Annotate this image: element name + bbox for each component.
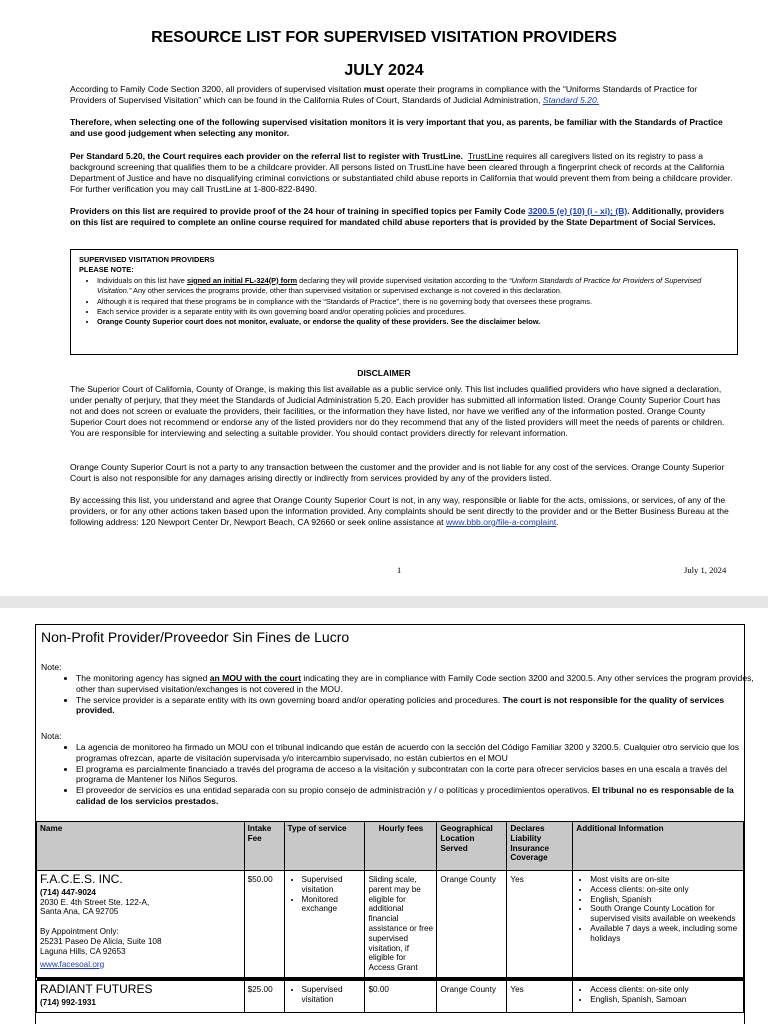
service-type-cell: [284, 871, 365, 978]
note-item: [76, 695, 756, 717]
col-additional-info: Additional Information: [573, 822, 744, 871]
provider-address: 25231 Paseo De Alicia, Suite 108: [40, 936, 162, 946]
fl-324-form-link: signed an initial FL-324(P) form: [186, 275, 298, 285]
intake-fee-cell: $25.00: [244, 980, 284, 1012]
intro-paragraph: [70, 84, 734, 106]
disclaimer-heading: DISCLAIMER: [357, 368, 411, 378]
box-item-text: Individuals on this list have: [97, 275, 187, 285]
nota-bold: El tribunal no es responsable de la calidad de los servicios prestados.: [76, 785, 734, 806]
provider-name: F.A.C.E.S. INC.: [40, 872, 123, 886]
col-liability-insurance: Declares Liability Insurance Coverage: [507, 822, 573, 871]
footer-date: July 1, 2024: [684, 565, 727, 575]
trustline-bold: Per Standard 5.20, the Court requires each provider on the referral list to register with TrustLine.: [70, 151, 464, 161]
intro-text-a: According to Family Code Section 3200, all providers of supervised visitation: [70, 84, 364, 94]
table-row: [37, 871, 744, 978]
col-type-of-service: Type of service: [284, 822, 365, 871]
page-number: 1: [397, 565, 402, 575]
training-text-a: Providers on this list are required to provide proof of the 24 hour of training in specified topics per Family Code: [70, 206, 528, 216]
trustline-paragraph: [70, 151, 734, 195]
note-bold: The court is not responsible for the quality of services provided.: [76, 694, 725, 716]
col-hourly-fees: Hourly fees: [365, 822, 437, 871]
bbb-complaint-link[interactable]: www.bbb.org/file-a-complaint: [445, 516, 557, 527]
info-item: • Access clients: on-site only: [590, 885, 740, 895]
provider-table: [36, 821, 744, 1013]
table-header-row: [37, 822, 744, 871]
liability-cell: Yes: [507, 871, 573, 978]
document-page-2: [0, 608, 768, 1024]
box-item: • Orange County Superior court does not monitor, evaluate, or endorse the quality of these providers. See the disclaimer below.: [97, 317, 729, 327]
col-name: Name: [37, 822, 245, 871]
intake-fee-cell: $50.00: [244, 871, 284, 978]
info-item: • South Orange County Location for supervised visits available on weekends: [590, 904, 740, 924]
col-geographical-location: Geographical Location Served: [437, 822, 507, 871]
intro-must: must: [363, 84, 385, 94]
section-title: Non-Profit Provider/Proveedor Sin Fines de Lucro: [41, 629, 350, 645]
spanish-notes: [56, 742, 756, 807]
disclaimer-paragraph-1: The Superior Court of California, County of Orange, is making this list available as a public service only. This list includes qualified providers who have signed a declaration, under penalty of perjury, that they meet the Standards of Judicial Administration 5.20. Each provider has submitted all information listed. Orange County Superior Court has not and does not screen or evaluate the providers, their facilities, or the information they have listed, nor have we verified any of the information posted. Orange County Superior Court does not recommend or endorse any of the listed providers nor do they recommend that any of the listed providers will meet the needs of parents or children. You are responsible for interviewing and selecting a suitable provider. You should contact providers directly for relevant information.: [70, 384, 725, 438]
nota-item: • La agencia de monitoreo ha firmado un MOU con el tribunal indicando que están de acuerdo con la sección del Código Familiar 3200 y 3200.5. Cualquier otro servicio que los programas ofrezcan, aparte de visitación supervisada y/o intercambio supervisado, no están cubiertos en el MOU: [76, 742, 756, 764]
info-item: • English, Spanish: [590, 895, 740, 905]
location-cell: Orange County: [437, 980, 507, 1012]
disclaimer-paragraph-2: Orange County Superior Court is not a party to any transaction between the customer and the provider and is not liable for any cost of the services. Orange County Superior Court is also not responsible for any damages arising directly or indirectly from services provided by any of the providers listed.: [70, 462, 725, 483]
info-list: [576, 985, 740, 1005]
disclaimer-text: By accessing this list, you understand and agree that Orange County Superior Court is not, in any way, responsible or liable for the acts, omissions, or services, of any of the providers, or for any other actions taken based upon the information provided. Any complaints should be sent directly to the provider and or the Better Business Bureau at the following address: 120 Newport Center Dr, Newport Beach, CA 92660 or seek online assistance at: [70, 495, 729, 527]
col-intake-fee: Intake Fee: [244, 822, 284, 871]
hourly-fees-cell: $0.00: [365, 980, 437, 1012]
info-item: • Access clients: on-site only: [590, 985, 740, 995]
service-type: • Monitored exchange: [302, 895, 362, 915]
nota-item: • El programa es parcialmente financiado a través del programa de acceso a la visitación y subcontratan con la corte para ofrecer servicios bases en una escala a través del programa de Mantener los Niños Seguros.: [76, 764, 756, 786]
location-cell: Orange County: [437, 871, 507, 978]
english-notes: [56, 673, 756, 716]
training-paragraph: [70, 206, 734, 228]
service-type: • Supervised visitation: [302, 985, 362, 1005]
training-text-b: . Additionally, providers on this list are required to complete an online course required for mandated child abuse reporters that is provided by the State Department of Social Services.: [70, 206, 725, 227]
standard-5-20-link[interactable]: Standard 5.20.: [542, 94, 600, 105]
additional-info-cell: [573, 980, 744, 1012]
box-item-italic: “Uniform Standards of Practice for Providers of Supervised Visitation.”: [97, 275, 702, 296]
note-text: The service provider is a separate entity with its own governing board and/or operating policies and procedures.: [76, 694, 503, 705]
liability-cell: Yes: [507, 980, 573, 1012]
nota-label: Nota:: [41, 731, 62, 741]
disclaimer-paragraph-3: [70, 495, 734, 528]
service-type-list: [288, 985, 362, 1005]
nota-item: [76, 785, 756, 807]
info-item: • English, Spanish, Samoan: [590, 995, 740, 1005]
note-text: indicating they are in compliance with Family Code section 3200 and 3200.5. Any other services the program provides, other than supervised visitation/exchanges is not covered in the MOU.: [76, 673, 754, 694]
box-heading: SUPERVISED VISITATION PROVIDERS: [79, 255, 215, 264]
intro-text-c: operate their programs in compliance with the “Uniforms Standards of Practice for Providers of Supervised Visitation” which can be found in the California Rules of Court, Standards of Judicial Administration,: [70, 84, 698, 105]
note-label: Note:: [41, 662, 62, 672]
provider-address: 2030 E. 4th Street Ste. 122-A,: [40, 897, 150, 907]
trustline-text: requires all caregivers listed on its registry to pass a background screening that qualifies them to be a childcare provider. All persons listed on TrustLine have been cleared through a fingerprint check of records at the California Department of Justice and have no disqualifying criminal convictions or substantiated child abuse reports in California that would prevent them from being a childcare provider. For further verification you may call TrustLine at 1-800-822-8490.: [70, 151, 733, 194]
date-heading: JULY 2024: [344, 62, 424, 79]
selection-warning: Therefore, when selecting one of the following supervised visitation monitors it is very important that you, as parents, be familiar with the Standards of Practice and use good judgement when selecting any monitor.: [70, 117, 723, 138]
provider-name-cell: [37, 871, 245, 978]
info-list: [576, 875, 740, 944]
info-item: • Most visits are on-site: [590, 875, 740, 885]
box-item: • Although it is required that these programs be in compliance with the “Standards of Practice”, there is no governing body that oversees these programs.: [97, 297, 729, 307]
table-row: [37, 980, 744, 1012]
appointment-note: By Appointment Only:: [40, 927, 119, 937]
service-type-cell: [284, 980, 365, 1012]
info-item: • Available 7 days a week, including some holidays: [590, 924, 740, 944]
service-type: • Supervised visitation: [302, 875, 362, 895]
page-separator: [0, 596, 768, 608]
family-code-link[interactable]: 3200.5 (e) (10) (i - xi); (B): [527, 206, 628, 216]
box-item: • Each service provider is a separate entity with its own governing board and/or operating policies and procedures.: [97, 307, 729, 317]
box-note-label: PLEASE NOTE:: [79, 265, 134, 275]
mou-text: an MOU with the court: [209, 673, 301, 683]
provider-address: Laguna Hills, CA 92653: [40, 946, 126, 956]
service-type-list: [288, 875, 362, 914]
box-list: [79, 276, 729, 328]
provider-phone: (714) 447-9024: [40, 887, 96, 897]
hourly-fees-cell: Sliding scale, parent may be eligible for additional financial assistance or free supervised visitation, if eligible for Access Grant: [365, 871, 437, 978]
provider-name-cell: [37, 980, 245, 1012]
provider-phone: (714) 992-1931: [40, 997, 96, 1007]
provider-note-box: [70, 249, 738, 355]
disclaimer-text-end: .: [556, 516, 559, 527]
document-title: RESOURCE LIST FOR SUPERVISED VISITATION PROVIDERS: [151, 29, 617, 46]
note-item: [76, 673, 756, 695]
nota-text: El proveedor de servicios es una entidad separada con su propio consejo de administración y / o políticas y procedimientos operativos.: [76, 785, 592, 796]
note-text: The monitoring agency has signed: [76, 673, 210, 683]
additional-info-cell: [573, 871, 744, 978]
trustline-link[interactable]: TrustLine: [467, 151, 504, 161]
box-item-text: declaring they will provide supervised visitation according to the: [297, 275, 510, 285]
provider-address: Santa Ana, CA 92705: [40, 907, 119, 917]
provider-website-link[interactable]: www.facesoal.org: [40, 959, 105, 969]
box-item: [97, 276, 729, 297]
box-item-text: Any other services the programs provide, other than supervised visitation or supervised exchange is not covered in this declaration.: [131, 286, 562, 296]
nonprofit-section: [35, 624, 754, 1024]
provider-name: RADIANT FUTURES: [40, 981, 153, 996]
